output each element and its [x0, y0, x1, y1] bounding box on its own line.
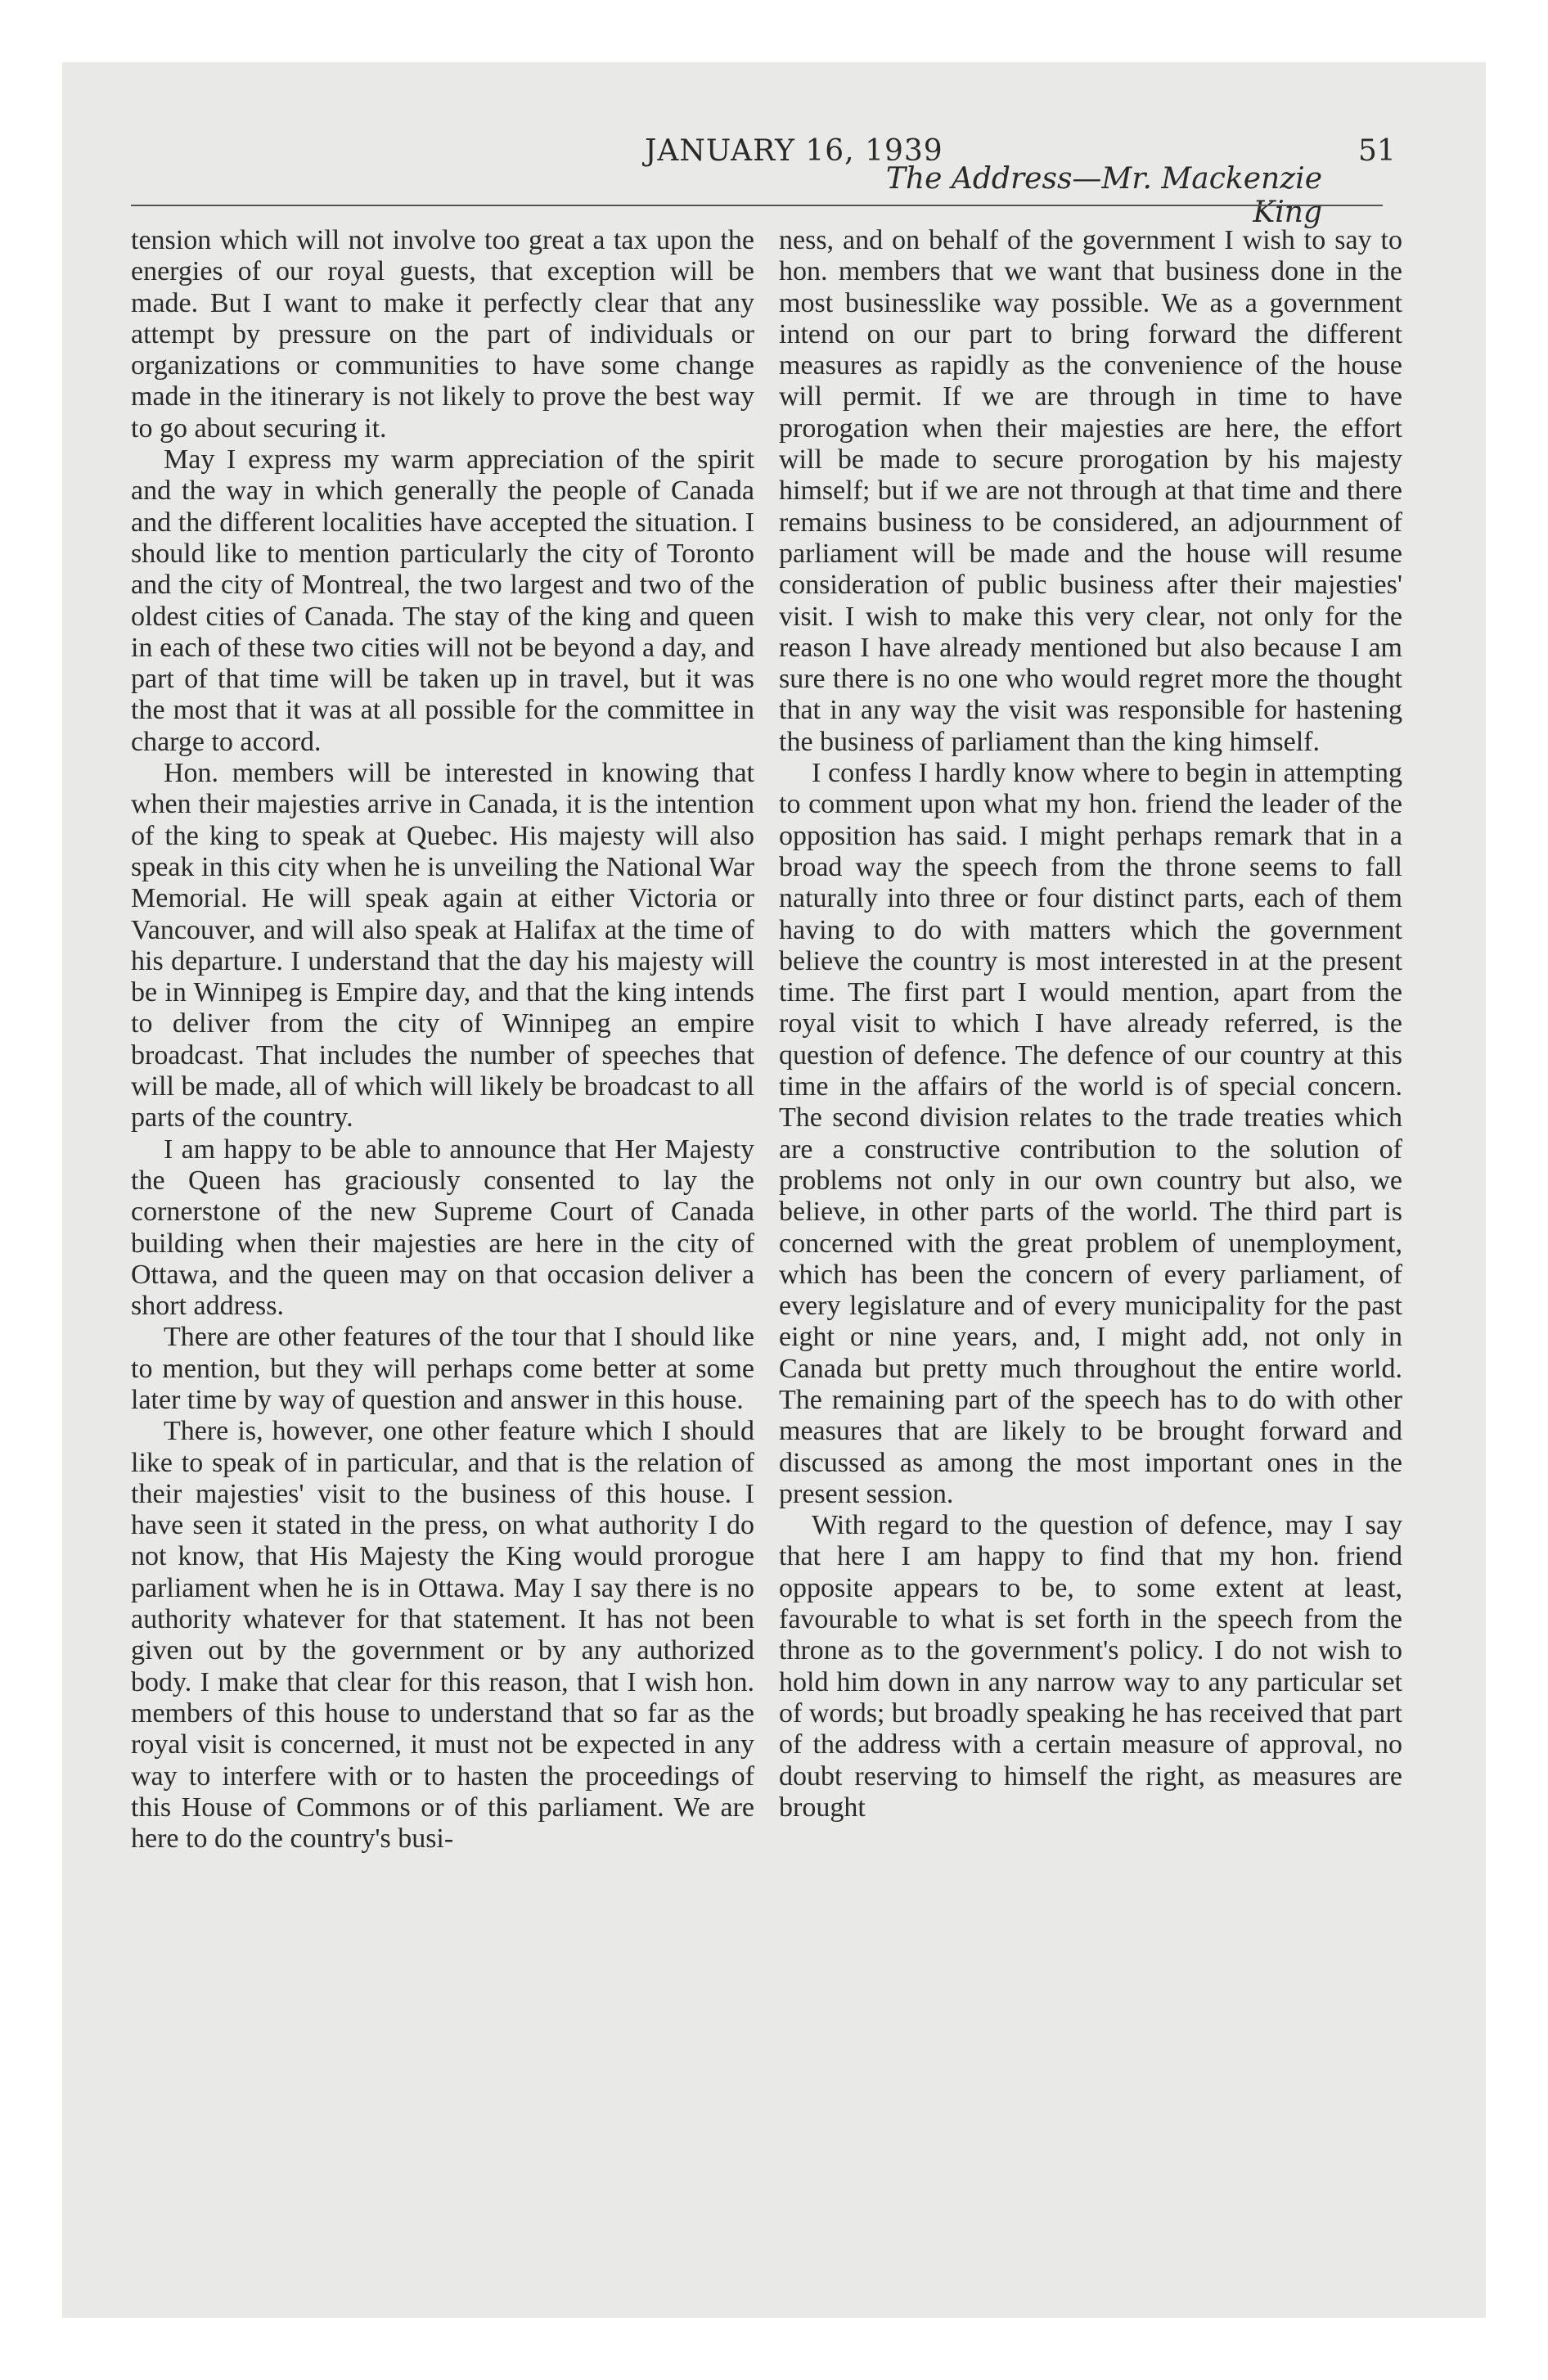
paragraph: I am happy to be able to announce that Her Majesty the Queen has graciously consented to lay the cornerstone of the new Supreme Court of Canada building when their majesties are here in the city of Ottawa, and the queen may on that occasion deliver a short address. [131, 1134, 754, 1322]
page-date: JANUARY 16, 1939 [645, 134, 943, 168]
header-divider [131, 205, 1383, 206]
paragraph: tension which will not involve too great a tax upon the energies of our royal guests, that exception will be made. But I want to make it perfectly clear that any attempt by pressure on the part of individuals or organizations or communities to have some change made in the itinerary is not likely to prove the best way to go about securing it. [131, 225, 754, 444]
paragraph: I confess I hardly know where to begin in attempting to comment upon what my hon. friend the leader of the opposition has said. I might perhaps remark that in a broad way the speech from the throne seems to fall naturally into three or four distinct parts, each of them having to do with matters which the government believe the country is most interested in at the present time. The first part I would mention, apart from the royal visit to which I have already referred, is the question of defence. The defence of our country at this time in the affairs of the world is of special concern. The second division relates to the trade treaties which are a constructive contribution to the solution of problems not only in our own country but also, we believe, in other parts of the world. The third part is concerned with the great problem of unemployment, which has been the concern of every parliament, of every legislature and of every municipality for the past eight or nine years, and, I might add, not only in Canada but pretty much throughout the entire world. The remaining part of the speech has to do with other measures that are likely to be brought forward and discussed as among the most important ones in the present session. [779, 758, 1402, 1509]
running-title: The Address—Mr. Mackenzie King [885, 162, 1322, 229]
right-column [779, 225, 1402, 2247]
paragraph: There is, however, one other feature which I should like to speak of in particular, and that is the relation of their majesties' visit to the business of this house. I have seen it stated in the press, on what authority I do not know, that His Majesty the King would prorogue parliament when he is in Ottawa. May I say there is no authority whatever for that statement. It has not been given out by the government or by any authorized body. I make that clear for this reason, that I wish hon. members of this house to understand that so far as the royal visit is concerned, it must not be expected in any way to interfere with or to hasten the proceedings of this House of Commons or of this parliament. We are here to do the country's busi- [131, 1416, 754, 1855]
paragraph: There are other features of the tour that I should like to mention, but they will perhaps come better at some later time by way of question and answer in this house. [131, 1322, 754, 1415]
left-column [131, 225, 754, 2247]
paragraph: May I express my warm appreciation of the spirit and the way in which generally the people of Canada and the different localities have accepted the situation. I should like to mention particularly the city of Toronto and the city of Montreal, the two largest and two of the oldest cities of Canada. The stay of the king and queen in each of these two cities will not be beyond a day, and part of that time will be taken up in travel, but it was the most that it was at all possible for the committee in charge to accord. [131, 444, 754, 757]
paragraph: With regard to the question of defence, may I say that here I am happy to find that my hon. friend opposite appears to be, to some extent at least, favourable to what is set forth in the speech from the throne as to the government's policy. I do not wish to hold him down in any narrow way to any particular set of words; but broadly speaking he has received that part of the address with a certain measure of approval, no doubt reserving to himself the right, as measures are brought [779, 1510, 1402, 1823]
page-number: 51 [1358, 134, 1396, 168]
paragraph: ness, and on behalf of the government I wish to say to hon. members that we want that business done in the most businesslike way possible. We as a government intend on our part to bring forward the different measures as rapidly as the convenience of the house will permit. If we are through in time to have prorogation when their majesties are here, the effort will be made to secure prorogation by his majesty himself; but if we are not through at that time and there remains business to be considered, an adjournment of parliament will be made and the house will resume consideration of public business after their majesties' visit. I wish to make this very clear, not only for the reason I have already mentioned but also because I am sure there is no one who would regret more the thought that in any way the visit was responsible for hastening the business of parliament than the king himself. [779, 225, 1402, 757]
paragraph: Hon. members will be interested in knowing that when their majesties arrive in Canada, it is the intention of the king to speak at Quebec. His majesty will also speak in this city when he is unveiling the National War Memorial. He will speak again at either Victoria or Vancouver, and will also speak at Halifax at the time of his departure. I understand that the day his majesty will be in Winnipeg is Empire day, and that the king intends to deliver from the city of Winnipeg an empire broadcast. That includes the number of speeches that will be made, all of which will likely be broadcast to all parts of the country. [131, 758, 754, 1134]
